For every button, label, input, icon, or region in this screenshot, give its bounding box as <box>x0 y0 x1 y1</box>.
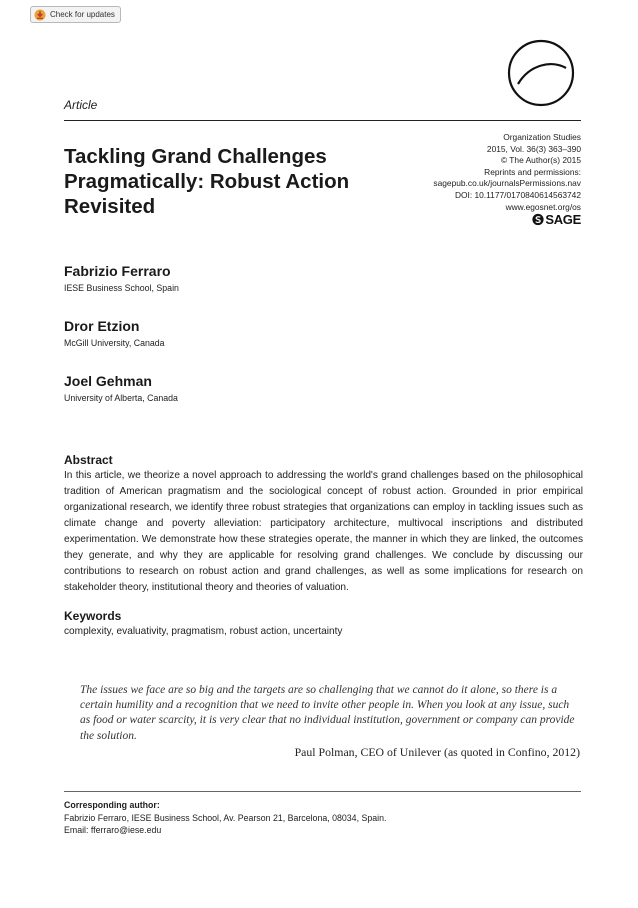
author-affiliation: McGill University, Canada <box>64 338 165 348</box>
article-title: Tackling Grand Challenges Pragmatically: Robust Action Revisited <box>64 145 350 218</box>
permissions-link[interactable]: sagepub.co.uk/journalsPermissions.nav <box>433 178 581 189</box>
author-name: Fabrizio Ferraro <box>64 263 171 279</box>
publisher-logo <box>532 212 581 227</box>
corresponding-author <box>64 799 584 837</box>
sage-logo-icon <box>532 213 544 226</box>
corresponding-author-address: Fabrizio Ferraro, IESE Business School, Av. Pearson 21, Barcelona, 08034, Spain. <box>64 812 387 823</box>
journal-name: Organization Studies <box>503 132 581 142</box>
copyright-line: © The Author(s) 2015 <box>500 155 581 166</box>
check-for-updates-button[interactable] <box>30 6 121 23</box>
volume-info: 2015, Vol. 36(3) 363–390 <box>486 143 581 154</box>
author-block <box>64 372 178 404</box>
article-type-label: Article <box>64 98 98 112</box>
abstract-heading: Abstract <box>64 453 113 467</box>
journal-circle-logo <box>506 38 576 108</box>
keywords-heading: Keywords <box>64 609 122 623</box>
epigraph-quote: The issues we face are so big and the targets are so challenging that we cannot do it alone, so there is a certain humility and a recognition that we need to invite other people in. When you look at any issue, such as food or water scarcity, it is very clear that no individual institution, government or company can provide the solution. <box>80 684 575 742</box>
author-block <box>64 262 179 294</box>
epigraph <box>80 683 580 760</box>
publication-metadata <box>321 132 581 213</box>
reprints-label: Reprints and permissions: <box>484 166 581 177</box>
abstract-section <box>64 452 583 596</box>
author-name: Dror Etzion <box>64 318 140 334</box>
check-for-updates-icon <box>34 9 46 21</box>
author-affiliation: University of Alberta, Canada <box>64 393 178 403</box>
keywords-list: complexity, evaluativity, pragmatism, robust action, uncertainty <box>64 626 343 637</box>
corresponding-author-email[interactable]: Email: fferraro@iese.edu <box>64 825 162 835</box>
header-divider <box>64 120 581 121</box>
journal-website-link[interactable]: www.egosnet.org/os <box>505 201 581 212</box>
epigraph-attribution: Paul Polman, CEO of Unilever (as quoted in Confino, 2012) <box>294 744 580 759</box>
author-block <box>64 317 165 349</box>
footer-divider <box>64 791 581 792</box>
author-affiliation: IESE Business School, Spain <box>64 283 179 293</box>
keywords-section <box>64 608 583 639</box>
abstract-text: In this article, we theorize a novel approach to addressing the world's grand challenges based on the philosophical tradition of American pragmatism and the sociological concept of robust action. Grounded in prior empirical organizational research, we identify three robust strategies that organizations can employ in tackling issues such as climate change and poverty alleviation: participatory architecture, multivocal inscriptions and distributed experimentation. We demonstrate how these strategies operate, the manner in which they are linked, the outcomes they generate, and why they are applicable for resolving grand challenges. We conclude by discussing our contributions to research on robust action and grand challenges, as well as some implications for research on stakeholder theory, institutional theory and theories of valuation. <box>64 470 583 593</box>
check-for-updates-label: Check for updates <box>50 10 115 19</box>
corresponding-author-heading: Corresponding author: <box>64 800 160 810</box>
doi-link[interactable]: DOI: 10.1177/0170840614563742 <box>454 189 581 200</box>
author-name: Joel Gehman <box>64 373 152 389</box>
publisher-logo-text: SAGE <box>545 212 581 227</box>
